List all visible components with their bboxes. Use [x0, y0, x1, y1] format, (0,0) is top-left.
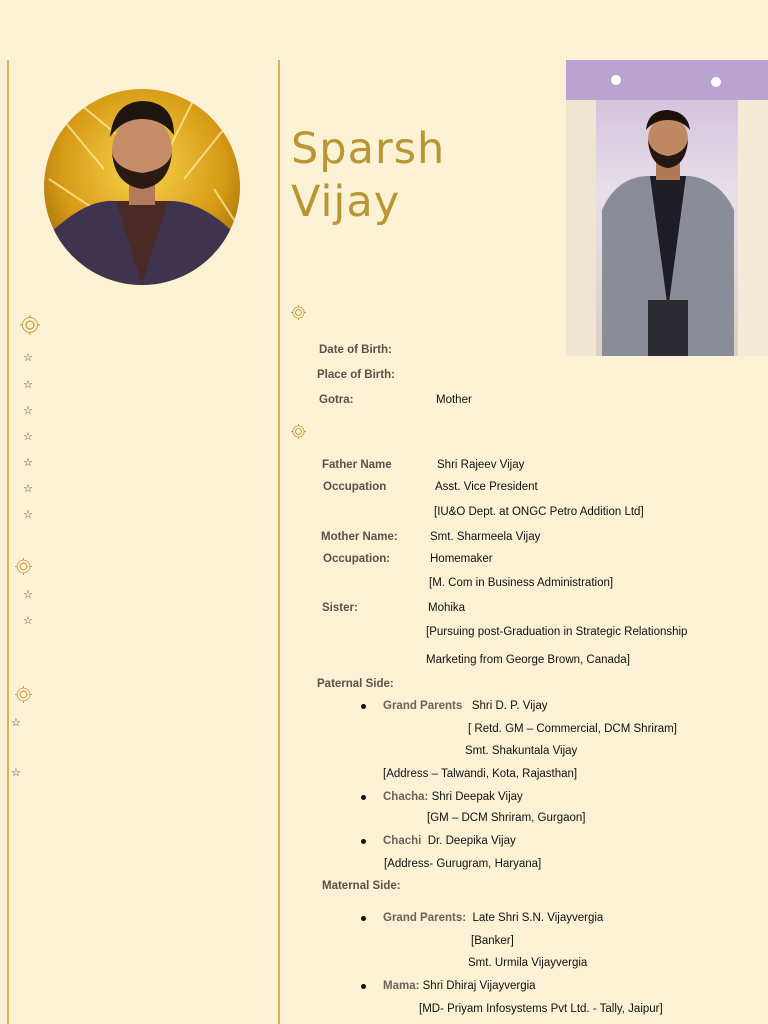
mother-value: Smt. Sharmeela Vijay	[430, 531, 541, 543]
sun-ornament-icon	[291, 424, 306, 439]
bullet-dot	[361, 916, 366, 921]
mother-occupation-label: Occupation:	[323, 553, 391, 565]
chachi-value: Dr. Deepika Vijay	[427, 835, 516, 847]
sister-label: Sister:	[322, 602, 358, 614]
pob-label: Place of Birth:	[317, 369, 395, 381]
star-outline-icon: ☆	[23, 508, 33, 521]
father-label: Father Name	[322, 459, 392, 471]
mama-label: Mama:	[383, 980, 420, 992]
maternal-grandparents	[383, 913, 603, 925]
maternal-heading: Maternal Side:	[322, 880, 401, 892]
star-outline-icon: ☆	[23, 456, 33, 469]
father-occupation-label: Occupation	[323, 481, 387, 493]
bullet-dot	[361, 984, 366, 989]
gotra-label: Gotra:	[319, 394, 354, 406]
paternal-heading: Paternal Side:	[317, 678, 394, 690]
chachi-address: [Address- Gurugram, Haryana]	[384, 858, 542, 870]
mother-occupation-value: Homemaker	[430, 553, 493, 565]
paternal-address: [Address – Talwandi, Kota, Rajasthan]	[383, 768, 578, 780]
maternal-grandparents-label: Grand Parents:	[383, 912, 467, 924]
last-name: Vijay	[291, 177, 401, 227]
left-border-line	[7, 60, 9, 1024]
star-outline-icon: ☆	[11, 716, 21, 729]
column-divider-line	[278, 60, 280, 1024]
chachi-label: Chachi	[383, 835, 422, 847]
sun-ornament-icon	[20, 315, 40, 335]
chacha-value: Shri Deepak Vijay	[431, 791, 523, 803]
maternal-grandfather: Late Shri S.N. Vijayvergia	[472, 912, 604, 924]
paternal-grandfather-detail: [ Retd. GM – Commercial, DCM Shriram]	[468, 723, 677, 735]
mama-row	[383, 981, 536, 993]
mother-occupation-detail: [M. Com in Business Administration]	[429, 577, 614, 589]
star-outline-icon: ☆	[11, 766, 21, 779]
star-outline-icon: ☆	[23, 404, 33, 417]
mother-label: Mother Name:	[321, 531, 398, 543]
first-name: Sparsh	[291, 124, 446, 174]
maternal-grandmother: Smt. Urmila Vijayvergia	[468, 957, 588, 969]
father-occupation-value: Asst. Vice President	[435, 481, 538, 493]
bullet-dot	[361, 795, 366, 800]
star-outline-icon: ☆	[23, 614, 33, 627]
sun-ornament-icon	[15, 686, 32, 703]
star-outline-icon: ☆	[23, 482, 33, 495]
profile-photo-circle	[44, 89, 240, 285]
father-occupation-detail: [IU&O Dept. at ONGC Petro Addition Ltd]	[434, 506, 644, 518]
sister-detail-line-2: Marketing from George Brown, Canada]	[426, 654, 630, 666]
paternal-grandparents-label: Grand Parents	[383, 700, 463, 712]
paternal-grandfather: Shri D. P. Vijay	[471, 700, 548, 712]
chachi-row	[383, 836, 516, 848]
paternal-grandparents	[383, 701, 547, 713]
mama-detail: [MD- Priyam Infosystems Pvt Ltd. - Tally, Jaipur]	[419, 1003, 663, 1015]
star-outline-icon: ☆	[23, 378, 33, 391]
profile-photo-full	[566, 60, 768, 356]
gotra-value: Mother	[436, 394, 472, 406]
star-outline-icon: ☆	[23, 430, 33, 443]
bullet-dot	[361, 839, 366, 844]
mama-value: Shri Dhiraj Vijayvergia	[422, 980, 536, 992]
bullet-dot	[361, 704, 366, 709]
chacha-label: Chacha:	[383, 791, 429, 803]
sister-value: Mohika	[428, 602, 466, 614]
sister-detail-line-1: [Pursuing post-Graduation in Strategic Relationship	[426, 626, 688, 638]
sun-ornament-icon	[291, 305, 306, 320]
star-outline-icon: ☆	[23, 588, 33, 601]
maternal-grandfather-detail: [Banker]	[471, 935, 514, 947]
father-value: Shri Rajeev Vijay	[437, 459, 525, 471]
paternal-grandmother: Smt. Shakuntala Vijay	[465, 745, 578, 757]
star-outline-icon: ☆	[23, 351, 33, 364]
chacha-row	[383, 792, 523, 804]
chacha-detail: [GM – DCM Shriram, Gurgaon]	[427, 812, 586, 824]
sun-ornament-icon	[15, 558, 32, 575]
dob-label: Date of Birth:	[319, 344, 392, 356]
